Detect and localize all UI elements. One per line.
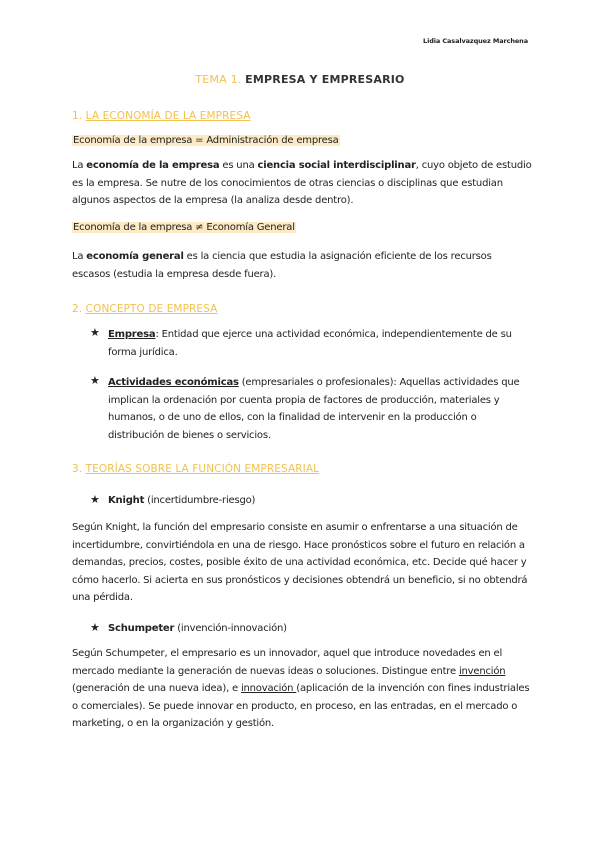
paragraph-knight: Según Knight, la función del empresario consiste en asumir o enfrentarse a una situación de incertidumbre, convirtiéndola en una de riesgo. Hace pronósticos sobre el futuro en relación a demandas, precios, costes, posible éxito de una actividad económica, etc. Decide qué hacer y cómo hacerlo. Si acierta en sus pronósticos y decisiones obtendrá un beneficio, si no obtendrá una pérdida. xyxy=(72,522,528,603)
section-3-heading xyxy=(72,463,319,475)
paragraph-economia-general xyxy=(72,248,532,283)
bold-term: Knight xyxy=(108,495,145,506)
text-run: es una xyxy=(219,160,258,171)
section-2-number: 2. xyxy=(72,303,83,315)
text-run: (invención-innovación) xyxy=(174,623,287,634)
bold-term: Empresa xyxy=(108,329,156,340)
text-run: Según Schumpeter, el empresario es un innovador, aquel que introduce novedades en el mercado mediante la generación de nuevas ideas o soluciones. Distingue entre xyxy=(72,648,503,677)
page-title xyxy=(0,73,600,86)
star-bullet-icon: ★ xyxy=(90,493,100,506)
highlight-definition-1: Economía de la empresa = Administración de empresa xyxy=(73,135,339,146)
section-3-number: 3. xyxy=(72,463,83,475)
underlined-term: innovación xyxy=(240,683,297,694)
text-run: La xyxy=(72,251,87,262)
section-1-label: LA ECONOMÍA DE LA EMPRESA xyxy=(85,110,251,122)
list-item-schumpeter xyxy=(108,620,528,638)
section-1-number: 1. xyxy=(72,110,83,122)
title-text: EMPRESA Y EMPRESARIO xyxy=(245,73,405,86)
star-bullet-icon: ★ xyxy=(90,326,100,339)
text-run: (incertidumbre-riesgo) xyxy=(144,495,256,506)
title-number: TEMA 1. xyxy=(195,73,242,86)
list-item-knight xyxy=(108,492,528,510)
bold-term: ciencia social interdisciplinar xyxy=(257,160,416,171)
section-3-label: TEORÍAS SOBRE LA FUNCIÓN EMPRESARIAL xyxy=(85,463,320,475)
text-run: : Entidad que ejerce una actividad económica, independientemente de su forma jurídica. xyxy=(108,329,512,358)
list-item-empresa xyxy=(108,326,528,361)
author-name: Lidia Casalvazquez Marchena xyxy=(423,37,528,45)
text-run: La xyxy=(72,160,87,171)
bold-term: economía de la empresa xyxy=(86,160,220,171)
text-run: (aplicación de la invención con fines industriales o comerciales). Se puede innovar en producto, en proceso, en las entradas, en el mercado o marketing, o en la organización y gestión. xyxy=(72,683,530,729)
section-1-heading xyxy=(72,110,250,122)
star-bullet-icon: ★ xyxy=(90,374,100,387)
text-run: es la ciencia que estudia la asignación eficiente de los recursos escasos (estudia la empresa desde fuera). xyxy=(72,251,492,280)
section-2-heading xyxy=(72,303,217,315)
list-item-actividades xyxy=(108,374,528,444)
underlined-term: invención xyxy=(458,665,506,677)
text-run: (generación de una nueva idea), e xyxy=(72,683,241,694)
paragraph-economia-empresa xyxy=(72,157,532,210)
section-2-label: CONCEPTO DE EMPRESA xyxy=(85,303,218,315)
bold-term: Actividades económicas xyxy=(108,377,239,388)
star-bullet-icon: ★ xyxy=(90,621,100,634)
text-run: (empresariales o profesionales): Aquellas actividades que implican la ordenación por cuenta propia de factores de producción, materiales y humanos, o de uno de ellos, con la finalidad de intervenir en la producción o distribución de bienes o servicios. xyxy=(108,377,520,441)
paragraph-schumpeter xyxy=(72,645,532,733)
bold-term: Schumpeter xyxy=(108,623,175,634)
highlight-definition-2: Economía de la empresa ≠ Economía General xyxy=(73,222,295,233)
text-run: , cuyo objeto de estudio es la empresa. Se nutre de los conocimientos de otras ciencias o disciplinas que estudian algunos aspectos de la empresa (la analiza desde dentro). xyxy=(72,160,532,206)
bold-term: economía general xyxy=(86,251,184,262)
